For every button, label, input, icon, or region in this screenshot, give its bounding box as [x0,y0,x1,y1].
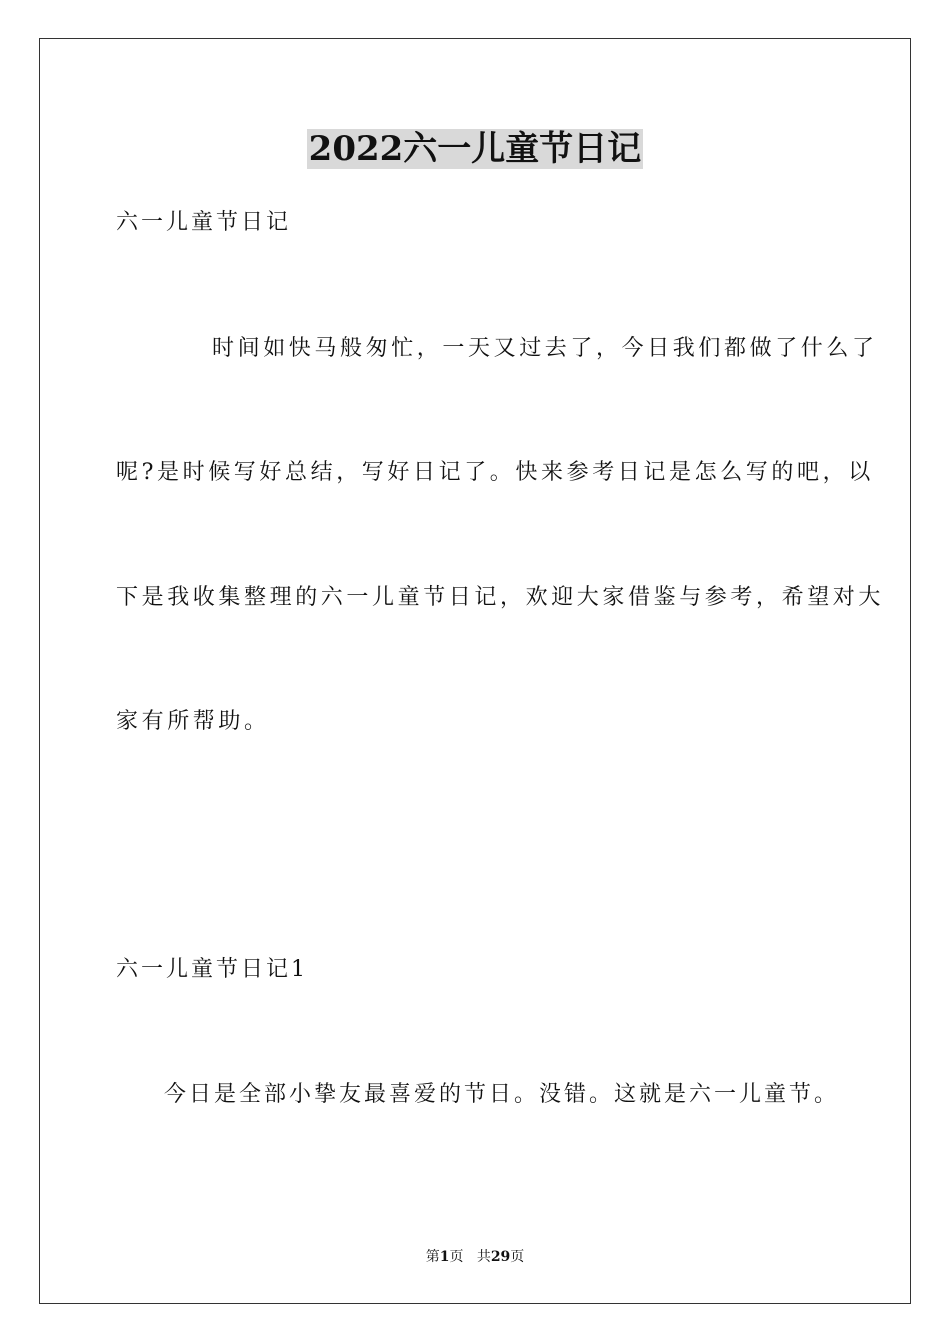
intro-line-1: 时间如快马般匆忙，一天又过去了，今日我们都做了什么了 [212,336,878,361]
intro-line-2: 呢?是时候写好总结，写好日记了。快来参考日记是怎么写的吧，以 [116,460,874,485]
intro-line-4: 家有所帮助。 [116,709,270,734]
footer-total-pages: 29 [490,1249,511,1265]
entry-1-heading: 六一儿童节日记1 [116,957,308,982]
document-title-text: 2022六一儿童节日记 [308,129,642,169]
footer-total-prefix: 共 [476,1249,491,1265]
section-heading: 六一儿童节日记 [116,210,292,235]
footer-current-page: 1 [439,1249,450,1265]
entry-1-line-1: 今日是全部小挚友最喜爱的节日。没错。这就是六一儿童节。 [164,1082,840,1107]
document-title [0,126,950,172]
footer-page-suffix: 页 [449,1249,464,1265]
intro-line-3: 下是我收集整理的六一儿童节日记，欢迎大家借鉴与参考，希望对大 [116,585,885,610]
page-footer [0,1247,950,1267]
footer-prefix: 第 [425,1249,440,1265]
footer-total-suffix: 页 [510,1249,525,1265]
